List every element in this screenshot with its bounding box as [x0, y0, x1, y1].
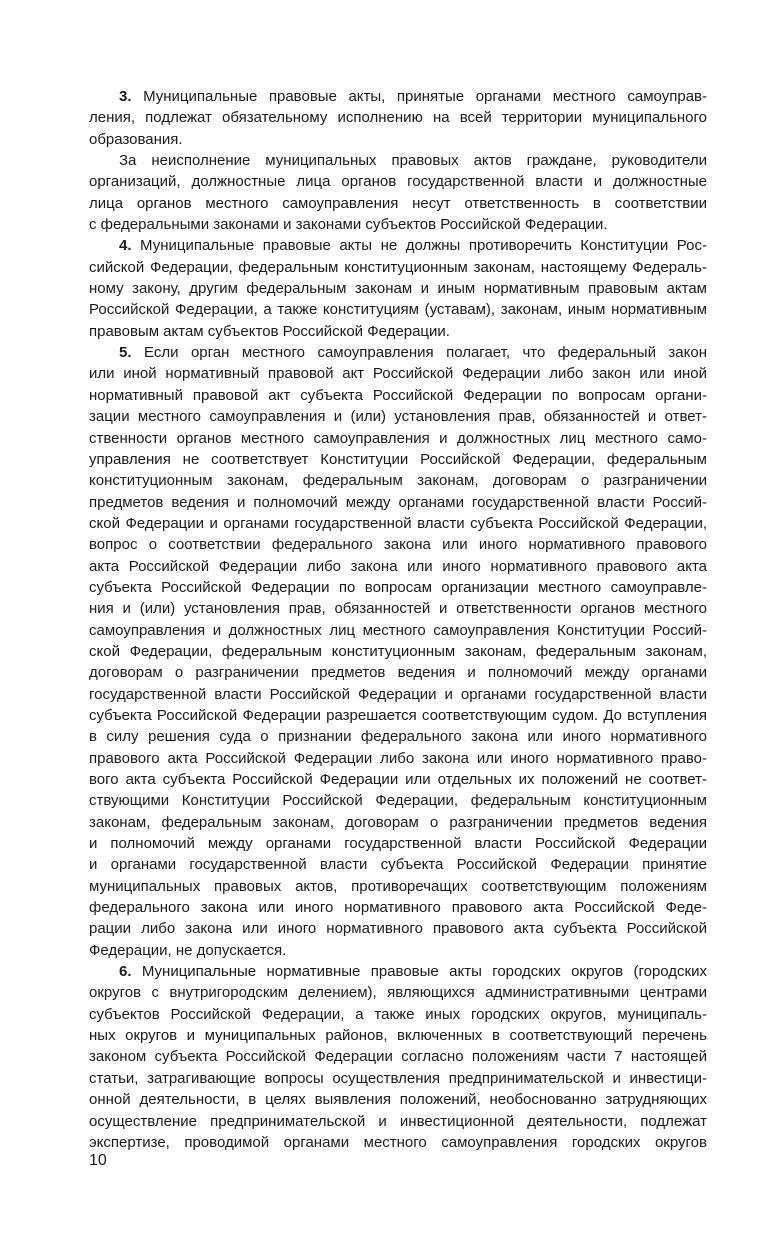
text-line [89, 171, 707, 192]
line-text: экспертизе, проводимой органами местного самоуправления городских округов [89, 1133, 707, 1151]
text-line [89, 1004, 707, 1025]
text-line [89, 321, 707, 342]
line-text: ской Федерации, федеральным конституционным законам, федеральным законам, [89, 642, 707, 660]
text-line [89, 492, 707, 513]
text-line [89, 726, 707, 747]
line-text: зации местного самоуправления и (или) установления прав, обязанностей и ответ- [89, 408, 707, 426]
text-line [89, 1089, 707, 1110]
text-line [89, 620, 707, 641]
text-line [89, 342, 707, 363]
line-text: Федерации, не допускается. [89, 941, 287, 959]
text-line [89, 1025, 707, 1046]
line-text: рации либо закона или иного нормативного правового акта субъекта Российской [89, 920, 707, 938]
text-line [89, 1068, 707, 1089]
line-text: ных округов и муниципальных районов, включенных в соответствующий перечень [89, 1027, 707, 1045]
line-text: в силу решения суда о признании федерального закона или иного нормативного [89, 728, 707, 746]
text-line [89, 876, 707, 897]
line-text: договорам о разграничении предметов ведения и полномочий между органами [89, 664, 707, 682]
line-text: вопрос о соответствии федерального закона или иного нормативного правового [89, 536, 707, 554]
line-text: образования. [89, 130, 183, 148]
line-text: государственной власти Российской Федерации и органами государственной власти [89, 685, 707, 703]
text-line [89, 769, 707, 790]
paragraph-number: 5. [119, 344, 132, 362]
line-text: За неисполнение муниципальных правовых актов граждане, руководители [119, 152, 707, 170]
text-line [89, 129, 707, 150]
text-line [89, 854, 707, 875]
text-line [89, 449, 707, 470]
text-line [89, 513, 707, 534]
text-line [89, 662, 707, 683]
text-line [89, 86, 707, 107]
text-line [89, 1111, 707, 1132]
line-text: ственности органов местного самоуправления и должностных лиц местного само- [89, 429, 707, 447]
paragraph-number: 4. [119, 237, 132, 255]
page-body [89, 86, 707, 1153]
line-text: предметов ведения и полномочий между органами государственной власти Россий- [89, 493, 707, 511]
text-line [89, 577, 707, 598]
line-text: нормативный правовой акт субъекта Российской Федерации по вопросам органи- [89, 386, 707, 404]
paragraph-number: 6. [119, 963, 132, 981]
line-text: конституционным законам, федеральным законам, договорам о разграничении [89, 472, 707, 490]
line-text: федерального закона или иного нормативного правового акта Российской Феде- [89, 899, 707, 917]
paragraph [89, 150, 707, 235]
line-text: субъекта Российской Федерации разрешается соответствующим судом. До вступления [89, 706, 707, 724]
paragraph [89, 961, 707, 1153]
line-text: и полномочий между органами государственной власти Российской Федерации [89, 835, 707, 853]
text-line [89, 833, 707, 854]
line-text: правовым актам субъектов Российской Федерации. [89, 322, 450, 340]
text-line [89, 534, 707, 555]
text-line [89, 982, 707, 1003]
text-line [89, 214, 707, 235]
page-number: 10 [89, 1152, 107, 1169]
line-text: с федеральными законами и законами субъектов Российской Федерации. [89, 216, 608, 234]
text-line [89, 299, 707, 320]
text-line [89, 257, 707, 278]
line-text: и органами государственной власти субъекта Российской Федерации принятие [89, 856, 707, 874]
line-text: законам, федеральным законам, договорам о разграничении предметов ведения [89, 813, 707, 831]
line-text: муниципальных правовых актов, противоречащих соответствующим положениям [89, 877, 707, 895]
line-text: субъекта Российской Федерации по вопросам организации местного самоуправле- [89, 578, 707, 596]
text-line [89, 363, 707, 384]
text-line [89, 150, 707, 171]
line-text: Муниципальные правовые акты не должны противоречить Конституции Рос- [140, 237, 707, 255]
line-text: ской Федерации и органами государственной власти субъекта Российской Федерации, [89, 514, 707, 532]
text-line [89, 193, 707, 214]
line-text: сийской Федерации, федеральным конституционным законам, настоящему Федераль- [89, 258, 707, 276]
text-line [89, 1132, 707, 1153]
line-text: ствующими Конституции Российской Федерации, федеральным конституционным [89, 792, 707, 810]
line-text: ления, подлежат обязательному исполнению на всей территории муниципального [89, 109, 707, 127]
text-line [89, 897, 707, 918]
line-text: организаций, должностные лица органов государственной власти и должностные [89, 173, 707, 191]
line-text: осуществление предпринимательской и инвестиционной деятельности, подлежат [89, 1112, 707, 1130]
text-line [89, 235, 707, 256]
text-line [89, 705, 707, 726]
text-line [89, 684, 707, 705]
text-line [89, 556, 707, 577]
line-text: субъектов Российской Федерации, а также иных городских округов, муниципаль- [89, 1005, 707, 1023]
text-line [89, 598, 707, 619]
line-text: самоуправления и должностных лиц местного самоуправления Конституции Россий- [89, 621, 707, 639]
line-text: ному закону, другим федеральным законам и иным нормативным правовым актам [89, 280, 707, 298]
text-line [89, 748, 707, 769]
line-text: акта Российской Федерации либо закона или иного нормативного правового акта [89, 557, 707, 575]
line-text: Российской Федерации, а также конституциям (уставам), законам, иным нормативным [89, 301, 707, 319]
line-text: законом субъекта Российской Федерации согласно положениям части 7 настоящей [89, 1048, 707, 1066]
paragraph [89, 86, 707, 150]
line-text: правового акта Российской Федерации либо закона или иного нормативного право- [89, 749, 707, 767]
line-text: или иной нормативный правовой акт Российской Федерации либо закон или иной [89, 365, 707, 383]
text-line [89, 278, 707, 299]
text-line [89, 940, 707, 961]
text-line [89, 406, 707, 427]
paragraph-number: 3. [119, 88, 132, 105]
paragraph [89, 235, 707, 342]
paragraph [89, 342, 707, 961]
text-line [89, 470, 707, 491]
text-line [89, 428, 707, 449]
text-line [89, 961, 707, 982]
line-text: Муниципальные правовые акты, принятые органами местного самоуправ- [143, 88, 708, 105]
line-text: Муниципальные нормативные правовые акты городских округов (городских [141, 963, 707, 981]
line-text: онной деятельности, в целях выявления положений, необоснованно затрудняющих [89, 1091, 707, 1109]
line-text: Если орган местного самоуправления полагает, что федеральный закон [144, 344, 707, 362]
text-line [89, 385, 707, 406]
text-line [89, 812, 707, 833]
text-line [89, 107, 707, 128]
text-line [89, 918, 707, 939]
line-text: ния и (или) установления прав, обязанностей и ответственности органов местного [89, 600, 707, 618]
text-line [89, 790, 707, 811]
line-text: вого акта субъекта Российской Федерации или отдельных их положений не соответ- [89, 771, 707, 788]
text-line [89, 641, 707, 662]
line-text: округов с внутригородским делением), являющихся административными центрами [89, 984, 707, 1002]
text-line [89, 1046, 707, 1067]
line-text: лица органов местного самоуправления несут ответственность в соответствии [89, 194, 707, 212]
line-text: управления не соответствует Конституции Российской Федерации, федеральным [89, 450, 707, 468]
line-text: статьи, затрагивающие вопросы осуществления предпринимательской и инвестици- [89, 1069, 707, 1087]
